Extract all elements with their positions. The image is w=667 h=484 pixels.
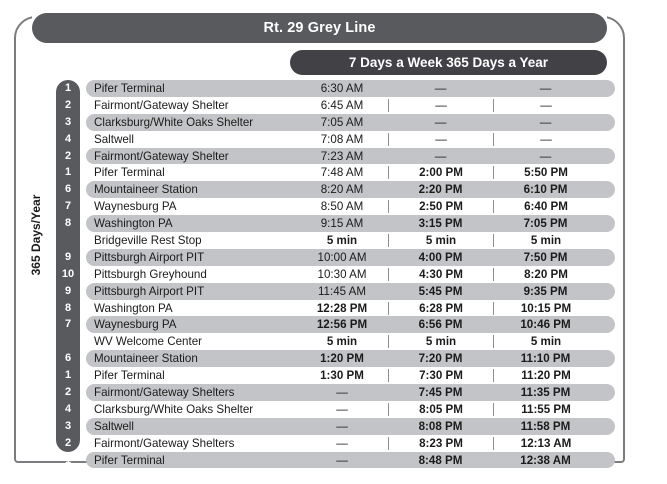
departure-time-col3: 5 min [493,234,598,247]
stop-name: Pittsburgh Airport PIT [94,284,205,298]
stop-number-badge: 1 [64,369,72,382]
table-row [86,384,615,401]
stop-number-badge: 1 [64,453,72,466]
departure-time-col1: 7:05 AM [320,115,364,129]
departure-time-col3: 7:50 PM [523,250,568,264]
departure-time-col1: 9:15 AM [320,217,364,231]
stop-number-badge: 2 [64,436,72,449]
departure-time-col2: 4:00 PM [418,250,463,264]
stop-number-badge [56,333,80,350]
departure-time-col1: — [336,453,348,467]
departure-time-col3: 11:20 PM [493,369,598,382]
table-row [86,283,615,300]
stop-name: Waynesburg PA [94,200,177,214]
table-row [86,452,615,469]
departure-time-col1: 8:20 AM [320,183,364,197]
departure-time-col2: 6:28 PM [388,302,493,315]
page-title: Rt. 29 Grey Line [32,13,607,43]
stop-name: Pittsburgh Airport PIT [94,250,205,264]
departure-time-col1: — [336,419,348,433]
departure-time-col2: 7:30 PM [388,369,493,382]
stop-number-badge: 2 [64,149,72,162]
departure-time-col1: 12:56 PM [316,318,368,332]
stop-number-badge: 4 [64,402,72,415]
departure-time-col2: 8:05 PM [388,403,493,416]
stop-number-badge: 10 [61,267,75,280]
departure-time-col1: 6:30 AM [320,81,364,95]
table-row [86,418,615,435]
stop-number-list [56,80,80,466]
stop-number-badge: 8 [64,301,72,314]
departure-time-col2: 8:48 PM [418,453,463,467]
stop-number-badge: 8 [64,217,72,230]
departure-time-col3: — [493,133,598,146]
departure-time-col3: 5 min [493,335,598,348]
stop-name: Mountaineer Station [94,183,198,197]
stop-number-badge: 6 [64,352,72,365]
stop-number-badge: 7 [64,318,72,331]
departure-time-col1: 10:00 AM [317,250,367,264]
departure-time-col1: — [336,385,348,399]
departure-time-col3: 5:50 PM [493,166,598,179]
stop-number-badge: 4 [64,132,72,145]
departure-time-col1: 6:45 AM [320,98,364,112]
departure-time-col2: 3:15 PM [418,217,463,231]
departure-time-col1: 7:23 AM [320,149,364,163]
stop-number-badge: 3 [64,419,72,432]
stop-number-badge: 2 [64,98,72,111]
departure-time-col1: 1:20 PM [320,352,364,366]
stop-number-badge: 9 [64,250,72,263]
departure-time-col1: 12:28 PM [316,301,368,315]
stop-name: Clarksburg/White Oaks Shelter [94,115,254,129]
departure-time-col1: 5 min [326,335,358,349]
table-row [86,181,615,198]
departure-time-col1: — [336,402,348,416]
stop-name: Pittsburgh Greyhound [94,267,207,281]
stop-name: Washington PA [94,217,173,231]
stop-number-badge [56,232,80,249]
departure-time-col2: 2:50 PM [388,200,493,213]
stop-number-badge: 7 [64,200,72,213]
table-row [86,80,615,97]
stop-name: Pifer Terminal [94,369,165,383]
departure-time-col1: 5 min [326,233,358,247]
table-row [86,435,615,452]
departure-time-col3: 6:40 PM [493,200,598,213]
departure-time-col2: 5:45 PM [418,284,463,298]
departure-time-col2: 5 min [388,335,493,348]
departure-time-col1: 11:45 AM [317,284,367,298]
departure-time-col3: 11:55 PM [493,403,598,416]
table-row [86,249,615,266]
table-row [86,164,615,181]
departure-time-col2: 6:56 PM [418,318,463,332]
table-row [86,401,615,418]
stop-name: Fairmont/Gateway Shelter [94,98,229,112]
departure-time-col3: 11:10 PM [520,352,571,366]
table-row [86,367,615,384]
departure-time-col2: — [434,149,447,163]
departure-time-col3: — [539,115,552,129]
departure-time-col3: 10:15 PM [493,302,598,315]
stop-name: Fairmont/Gateway Shelter [94,149,229,163]
departure-time-col1: 1:30 PM [320,369,364,383]
schedule-table [86,80,615,467]
departure-time-col3: 12:38 AM [520,453,571,467]
stop-name: Fairmont/Gateway Shelters [94,436,235,450]
stop-name: Fairmont/Gateway Shelters [94,385,235,399]
departure-time-col3: 11:35 PM [520,385,571,399]
table-row [86,350,615,367]
departure-time-col1: 7:08 AM [320,132,364,146]
stop-name: Saltwell [94,132,134,146]
departure-time-col1: 10:30 AM [317,267,367,281]
stop-name: Clarksburg/White Oaks Shelter [94,402,254,416]
departure-time-col2: 8:23 PM [388,437,493,450]
stop-number-badge: 6 [64,183,72,196]
departure-time-col2: — [434,81,447,95]
stop-name: WV Welcome Center [94,335,203,349]
departure-time-col2: — [388,99,493,112]
stop-number-badge: 3 [64,115,72,128]
departure-time-col2: 5 min [388,234,493,247]
table-row [86,131,615,148]
departure-time-col3: 12:13 AM [493,437,598,450]
departure-time-col3: — [539,149,552,163]
stop-name: Washington PA [94,301,173,315]
departure-time-col2: 4:30 PM [388,268,493,281]
departure-time-col2: 2:00 PM [388,166,493,179]
departure-time-col2: 2:20 PM [418,183,463,197]
stop-number-badge: 2 [64,386,72,399]
table-row [86,198,615,215]
vertical-axis-label: 365 Days/Year [29,194,43,276]
departure-time-col1: 8:50 AM [320,200,364,214]
table-row [86,114,615,131]
departure-time-col3: 6:10 PM [523,183,568,197]
departure-time-col2: — [388,133,493,146]
departure-time-col1: — [336,436,348,450]
table-row [86,148,615,165]
departure-time-col3: — [539,81,552,95]
table-row [86,215,615,232]
stop-number-badge: 1 [64,82,72,94]
table-row [86,232,615,249]
departure-time-col3: — [493,99,598,112]
departure-time-col3: 8:20 PM [493,268,598,281]
table-row [86,316,615,333]
table-row [86,97,615,114]
table-row [86,333,615,350]
stop-name: Mountaineer Station [94,352,198,366]
departure-time-col1: 7:48 AM [320,166,364,180]
departure-time-col2: 7:20 PM [418,352,463,366]
departure-time-col3: 11:58 PM [520,419,571,433]
departure-time-col2: 7:45 PM [418,385,463,399]
stop-number-badge: 1 [64,166,72,179]
stop-name: Saltwell [94,419,134,433]
departure-time-col3: 9:35 PM [523,284,568,298]
stop-name: Waynesburg PA [94,318,177,332]
departure-time-col2: — [434,115,447,129]
service-frequency-banner: 7 Days a Week 365 Days a Year [290,50,607,75]
table-row [86,266,615,283]
table-row [86,300,615,317]
departure-time-col3: 7:05 PM [523,217,568,231]
departure-time-col3: 10:46 PM [520,318,571,332]
departure-time-col2: 8:08 PM [418,419,463,433]
stop-name: Pifer Terminal [94,453,165,467]
stop-name: Pifer Terminal [94,166,165,180]
stop-name: Bridgeville Rest Stop [94,233,202,247]
stop-number-badge: 9 [64,284,72,297]
stop-name: Pifer Terminal [94,81,165,95]
